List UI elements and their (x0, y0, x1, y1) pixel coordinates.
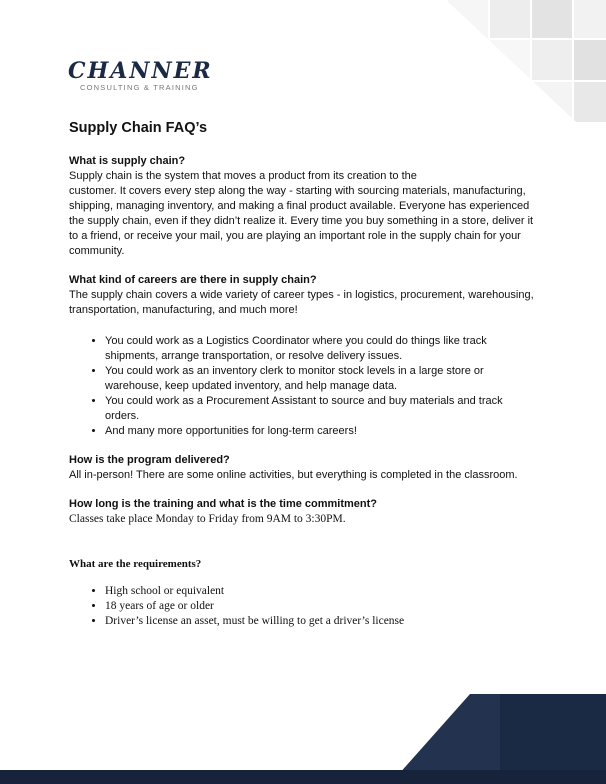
list-item (105, 424, 539, 439)
faq-answer-line: Classes take place Monday to Friday from 9AM to 3:30PM. (69, 513, 346, 525)
list-item (105, 394, 539, 424)
list-item-line: warehouse, keep updated inventory, and help manage data. (105, 380, 398, 392)
page-title: Supply Chain FAQ’s (69, 120, 208, 136)
faq-section (69, 497, 539, 527)
faq-question: What is supply chain? (69, 155, 186, 167)
list-item (105, 364, 539, 394)
list-item-line: orders. (105, 410, 140, 422)
list-item (105, 334, 539, 364)
faq-content (69, 120, 539, 643)
list-item: • 18 years of age or older (105, 599, 539, 614)
list-item-line: You could work as a Procurement Assistant to source and buy materials and track (105, 395, 503, 407)
footer-band-decoration (0, 694, 606, 784)
faq-answer-line: the supply chain, even if they didn’t realize it. Every time you buy something in a store, deliver it (69, 215, 534, 227)
faq-question: How is the program delivered? (69, 454, 230, 466)
faq-section (69, 557, 539, 629)
logo-tagline: CONSULTING & TRAINING (80, 83, 199, 92)
faq-answer-line: All in-person! There are some online activities, but everything is completed in the classroom. (69, 469, 518, 481)
faq-answer-line: community. (69, 245, 125, 257)
faq-question: How long is the training and what is the time commitment? (69, 498, 378, 510)
faq-answer-line: The supply chain covers a wide variety of career types - in logistics, procurement, warehousing, (69, 289, 534, 301)
list-item-line: You could work as a Logistics Coordinator where you could do things like track (105, 335, 487, 347)
list-item: • Driver’s license an asset, must be willing to get a driver’s license (105, 614, 539, 629)
faq-section (69, 273, 539, 439)
faq-answer-line: customer. It covers every step along the way - starting with sourcing materials, manufacturing, (69, 185, 526, 197)
company-logo (68, 58, 213, 92)
faq-answer-line: to a friend, or receive your mail, you are playing an important role in the supply chain for your (69, 230, 521, 242)
list-item-line: shipments, arrange transportation, or resolve delivery issues. (105, 350, 403, 362)
faq-answer-line: Supply chain is the system that moves a product from its creation to the (69, 170, 417, 182)
faq-answer-line: transportation, manufacturing, and much more! (69, 304, 298, 316)
faq-section (69, 154, 539, 259)
list-item: • High school or equivalent (105, 584, 539, 599)
faq-question: What kind of careers are there in supply chain? (69, 274, 317, 286)
logo-wordmark: CHANNER (68, 58, 213, 84)
faq-answer-line: shipping, managing inventory, and making a final product available. Everyone has experienced (69, 200, 530, 212)
list-item-line: You could work as an inventory clerk to monitor stock levels in a large store or (105, 365, 484, 377)
list-item-line: And many more opportunities for long-term careers! (105, 425, 357, 437)
faq-question: What are the requirements? (69, 558, 202, 570)
faq-section (69, 453, 539, 483)
requirements-list (69, 584, 539, 629)
career-list (69, 334, 539, 439)
